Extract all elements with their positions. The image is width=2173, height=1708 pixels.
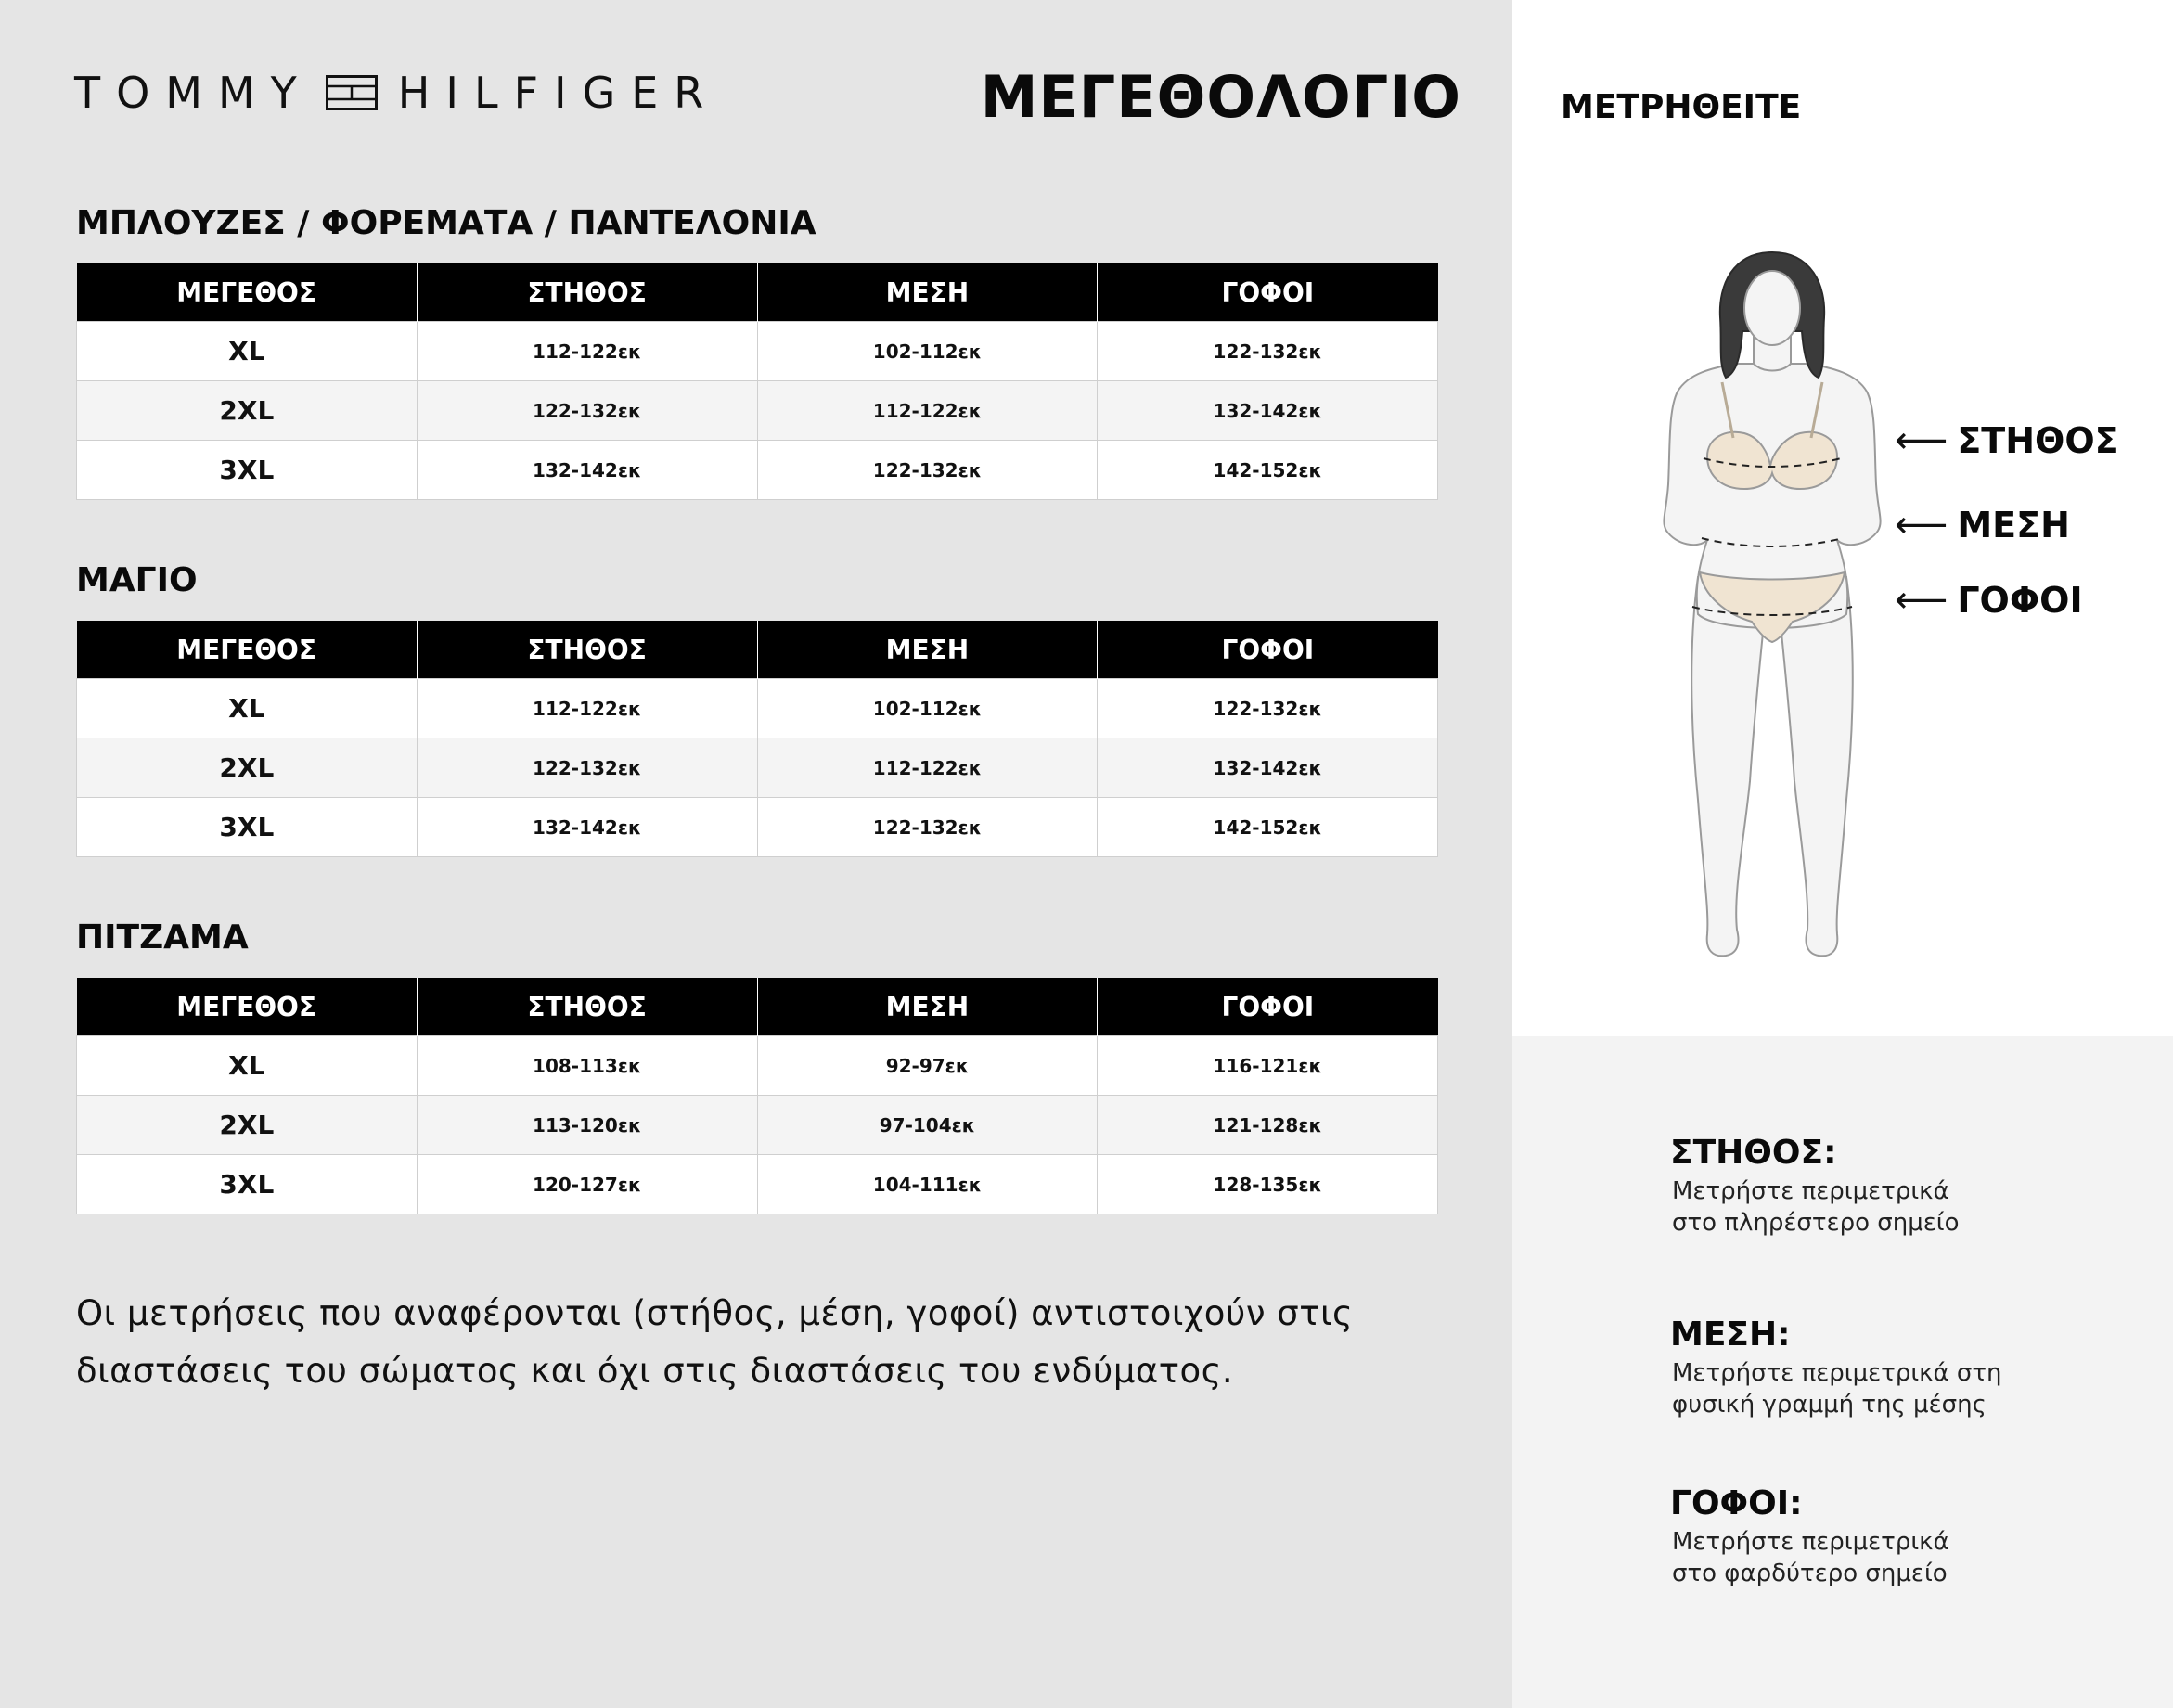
size-cell: XL — [77, 322, 418, 381]
hips-cell: 122-132εκ — [1098, 679, 1438, 738]
hint-chest — [1670, 1134, 1960, 1239]
arrow-left-icon: ⟵ — [1895, 579, 1948, 622]
disclaimer-line-1: Οι μετρήσεις που αναφέρονται (στήθος, μέση, γοφοί) αντιστοιχούν στις — [76, 1293, 1354, 1333]
arrow-left-icon: ⟵ — [1895, 419, 1948, 462]
hint-line: στο φαρδύτερο σημείο — [1672, 1560, 1948, 1587]
hips-cell: 142-152εκ — [1098, 798, 1438, 857]
col-header-size: ΜΕΓΕΘΟΣ — [77, 978, 418, 1036]
hips-cell: 116-121εκ — [1098, 1036, 1438, 1096]
waist-cell: 102-112εκ — [757, 679, 1098, 738]
col-header-size: ΜΕΓΕΘΟΣ — [77, 621, 418, 679]
section-title-swimwear: ΜΑΓΙΟ — [76, 561, 198, 599]
col-header-hips: ΓΟΦΟΙ — [1098, 978, 1438, 1036]
hips-cell: 142-152εκ — [1098, 441, 1438, 500]
hips-cell: 128-135εκ — [1098, 1155, 1438, 1214]
chest-cell: 113-120εκ — [417, 1096, 757, 1155]
body-figure-illustration — [1633, 243, 1911, 967]
chest-cell: 132-142εκ — [417, 441, 757, 500]
size-cell: 3XL — [77, 1155, 418, 1214]
chest-cell: 132-142εκ — [417, 798, 757, 857]
hips-cell: 122-132εκ — [1098, 322, 1438, 381]
waist-cell: 122-132εκ — [757, 798, 1098, 857]
col-header-waist: ΜΕΣΗ — [757, 263, 1098, 322]
hint-heading: ΓΟΦΟΙ: — [1670, 1484, 1803, 1522]
table-row — [77, 1036, 1438, 1096]
table-row — [77, 679, 1438, 738]
brand-logo — [74, 65, 719, 121]
hips-cell: 132-142εκ — [1098, 738, 1438, 798]
table-row — [77, 322, 1438, 381]
size-cell: 3XL — [77, 798, 418, 857]
size-table-tops — [76, 263, 1438, 500]
size-cell: XL — [77, 679, 418, 738]
waist-cell: 102-112εκ — [757, 322, 1098, 381]
hint-line: Μετρήστε περιμετρικά — [1672, 1528, 1949, 1556]
size-table-pyjamas — [76, 978, 1438, 1214]
chest-cell: 122-132εκ — [417, 738, 757, 798]
hips-cell: 132-142εκ — [1098, 381, 1438, 441]
size-cell: 2XL — [77, 1096, 418, 1155]
arrow-left-icon: ⟵ — [1895, 504, 1948, 546]
size-cell: 2XL — [77, 738, 418, 798]
chest-cell: 108-113εκ — [417, 1036, 757, 1096]
figure-label-chest — [1895, 419, 2119, 462]
waist-cell: 92-97εκ — [757, 1036, 1098, 1096]
disclaimer-line-2: διαστάσεις του σώματος και όχι στις διαστάσεις του ενδύματος. — [76, 1351, 1234, 1391]
figure-label-hips — [1895, 579, 2083, 622]
col-header-hips: ΓΟΦΟΙ — [1098, 263, 1438, 322]
hint-waist — [1670, 1316, 2001, 1420]
disclaimer-text — [76, 1285, 1468, 1400]
hint-line: στο πληρέστερο σημείο — [1672, 1209, 1960, 1237]
col-header-chest: ΣΤΗΘΟΣ — [417, 978, 757, 1036]
figure-label-waist-text: ΜΕΣΗ — [1957, 505, 2070, 546]
col-header-waist: ΜΕΣΗ — [757, 621, 1098, 679]
col-header-chest: ΣΤΗΘΟΣ — [417, 621, 757, 679]
hint-heading: ΜΕΣΗ: — [1670, 1316, 1791, 1354]
hint-hips — [1670, 1484, 1949, 1589]
figure-label-chest-text: ΣΤΗΘΟΣ — [1957, 420, 2119, 461]
size-cell: XL — [77, 1036, 418, 1096]
table-row — [77, 441, 1438, 500]
page-title: ΜΕΓΕΘΟΛΟΓΙΟ — [980, 63, 1461, 131]
hint-line: Μετρήστε περιμετρικά — [1672, 1177, 1949, 1205]
brand-word-right: HILFIGER — [397, 68, 720, 118]
hint-heading: ΣΤΗΘΟΣ: — [1670, 1134, 1837, 1172]
table-row — [77, 381, 1438, 441]
chest-cell: 112-122εκ — [417, 322, 757, 381]
chest-cell: 112-122εκ — [417, 679, 757, 738]
hint-line: φυσική γραμμή της μέσης — [1672, 1391, 1987, 1419]
section-title-pyjamas: ΠΙΤΖΑΜΑ — [76, 918, 249, 957]
waist-cell: 104-111εκ — [757, 1155, 1098, 1214]
chest-cell: 120-127εκ — [417, 1155, 757, 1214]
size-cell: 3XL — [77, 441, 418, 500]
table-row — [77, 1155, 1438, 1214]
size-cell: 2XL — [77, 381, 418, 441]
chest-cell: 122-132εκ — [417, 381, 757, 441]
waist-cell: 97-104εκ — [757, 1096, 1098, 1155]
section-title-tops: ΜΠΛΟΥΖΕΣ / ΦΟΡΕΜΑΤΑ / ΠΑΝΤΕΛΟΝΙΑ — [76, 204, 816, 242]
waist-cell: 112-122εκ — [757, 738, 1098, 798]
brand-word-left: TOMMY — [74, 68, 313, 118]
hips-cell: 121-128εκ — [1098, 1096, 1438, 1155]
col-header-hips: ΓΟΦΟΙ — [1098, 621, 1438, 679]
waist-cell: 122-132εκ — [757, 441, 1098, 500]
col-header-waist: ΜΕΣΗ — [757, 978, 1098, 1036]
figure-label-hips-text: ΓΟΦΟΙ — [1957, 580, 2083, 621]
table-row — [77, 798, 1438, 857]
table-row — [77, 1096, 1438, 1155]
table-row — [77, 738, 1438, 798]
col-header-size: ΜΕΓΕΘΟΣ — [77, 263, 418, 322]
flag-icon — [326, 75, 378, 110]
col-header-chest: ΣΤΗΘΟΣ — [417, 263, 757, 322]
size-table-swimwear — [76, 621, 1438, 857]
measure-title: ΜΕΤΡΗΘΕΙΤΕ — [1561, 88, 1802, 126]
figure-label-waist — [1895, 504, 2070, 546]
hint-line: Μετρήστε περιμετρικά στη — [1672, 1359, 2002, 1387]
waist-cell: 112-122εκ — [757, 381, 1098, 441]
